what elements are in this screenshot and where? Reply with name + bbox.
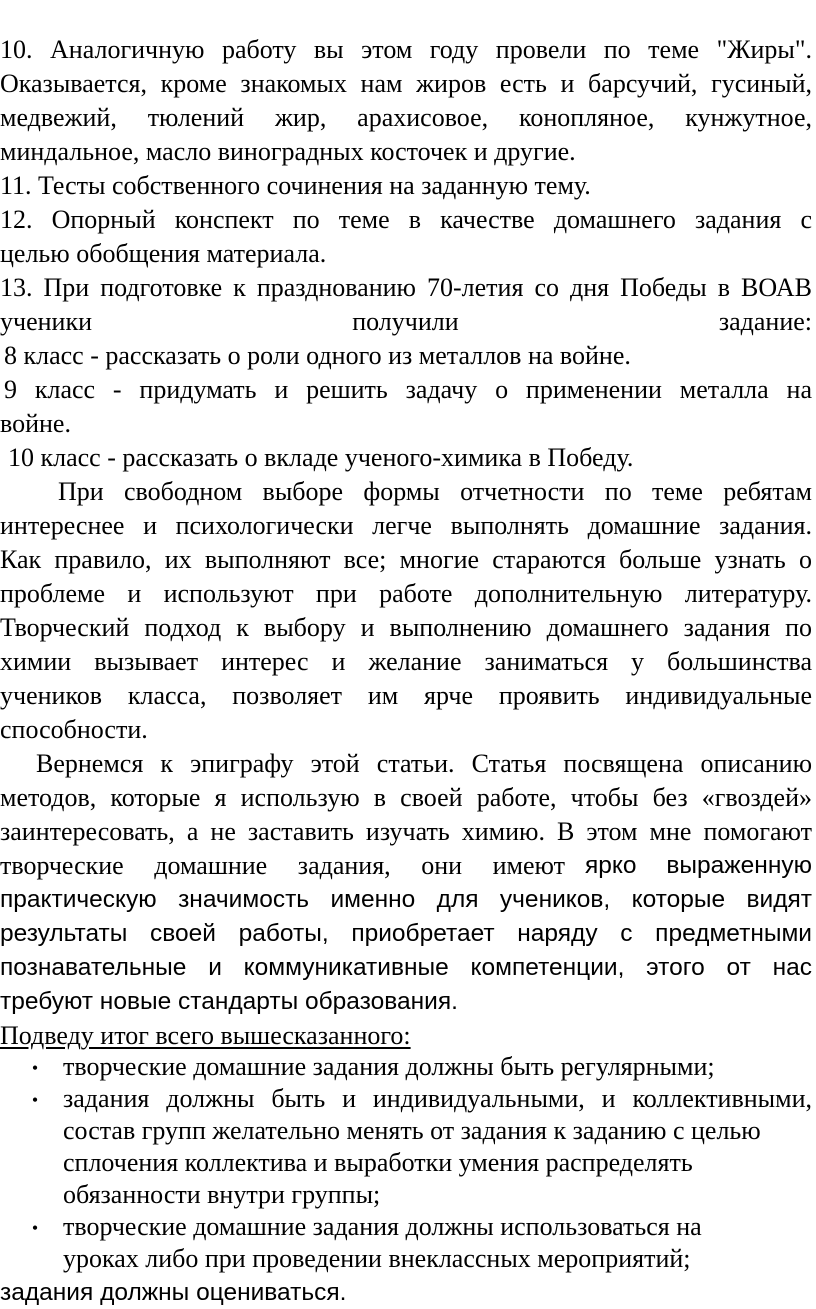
text-line: Вернемся к эпиграфу этой статьи. Статья посвящена описанию — [36, 749, 812, 778]
text-line: интереснее и психологически легче выполнять домашние задания. — [0, 511, 812, 540]
text-line: химии вызывает интерес и желание заниматься у большинства — [0, 647, 812, 676]
list-item: творческие домашние задания должны использоваться на — [63, 1212, 702, 1241]
text-line: заинтересовать, а не заставить изучать химию. В этом мне помогают — [0, 817, 812, 846]
text-line: целью обобщения материала. — [0, 239, 327, 268]
list-item: творческие домашние задания должны быть регулярными; — [63, 1052, 715, 1081]
text-line: миндальное, масло виноградных косточек и другие. — [0, 137, 576, 166]
text-line: 12. Опорный конспект по теме в качестве домашнего задания с — [0, 205, 812, 234]
text-line: 13. При подготовке к празднованию 70-летия со дня Победы в ВОАВ — [0, 273, 812, 302]
text-line: войне. — [0, 409, 71, 438]
summary-heading-text: Подведу итог всего вышесказанного: — [0, 1021, 411, 1050]
text-line: результаты своей работы, приобретает наряду с предметными — [0, 920, 812, 947]
text-line: Как правило, их выполняют все; многие стараются больше узнать о — [0, 545, 812, 574]
text-line: познавательные и коммуникативные компетенции, этого от нас — [0, 954, 812, 981]
list-item-continuation: сплочения коллектива и выработки умения распределять — [63, 1148, 693, 1177]
text-line: 10 класс - рассказать о вкладе ученого-химика в Победу. — [8, 443, 634, 472]
text-line: Творческий подход к выбору и выполнению домашнего задания по — [0, 613, 812, 642]
text-line: Оказывается, кроме знакомых нам жиров есть и барсучий, гусиный, — [0, 69, 812, 98]
text-line: требуют новые стандарты образования. — [0, 988, 458, 1015]
text-line: 8 класс - рассказать о роли одного из металлов на войне. — [4, 341, 631, 370]
text-line: медвежий, тюлений жир, арахисовое, конопляное, кунжутное, — [0, 103, 812, 132]
text-line: ярко выраженную — [585, 852, 812, 879]
text-line: учеников класса, позволяет им ярче проявить индивидуальные — [0, 681, 812, 710]
text-line: ученики получили задание: — [0, 307, 812, 336]
text-line: 9 класс - придумать и решить задачу о применении металла на — [4, 375, 812, 404]
closing-line: задания должны оцениваться. — [0, 1279, 347, 1306]
bullet-icon: • — [31, 1090, 39, 1110]
summary-heading — [0, 1019, 812, 1053]
text-line: практическую значимость именно для учеников, которые видят — [0, 886, 812, 913]
list-item-continuation: уроках либо при проведении внеклассных мероприятий; — [63, 1244, 691, 1273]
text-line: творческие домашние задания, они имеют — [0, 851, 565, 880]
text-line: 10. Аналогичную работу вы этом году провели по теме "Жиры". — [0, 35, 812, 64]
bullet-icon: • — [31, 1058, 39, 1078]
text-line: методов, которые я использую в своей работе, чтобы без «гвоздей» — [0, 783, 812, 812]
list-item-continuation: обязанности внутри группы; — [63, 1180, 381, 1209]
text-line: способности. — [0, 715, 148, 744]
bullet-icon: • — [31, 1218, 39, 1238]
list-item-continuation: состав групп желательно менять от задания к заданию с целью — [63, 1116, 761, 1145]
text-line: При свободном выборе формы отчетности по теме ребятам — [58, 477, 812, 506]
list-item: задания должны быть и индивидуальными, и коллективными, — [63, 1084, 812, 1113]
text-line: 11. Тесты собственного сочинения на заданную тему. — [0, 171, 591, 200]
text-line: проблеме и используют при работе дополнительную литературу. — [0, 579, 812, 608]
